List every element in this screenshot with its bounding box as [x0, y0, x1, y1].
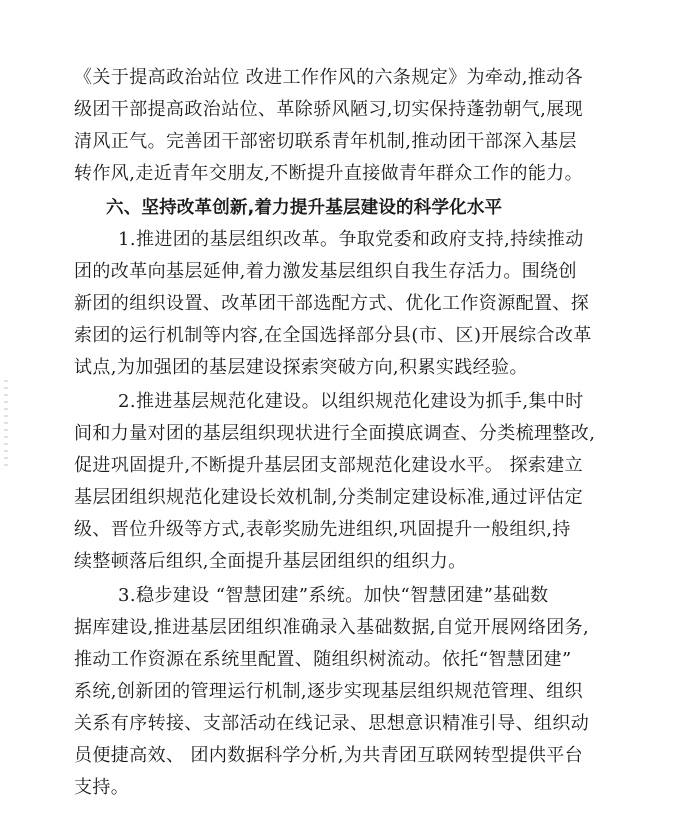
item1-line-2: 团的改革向基层延伸,着力激发基层组织自我生存活力。围绕创 [74, 261, 577, 282]
item1-line-5: 试点,为加强团的基层建设探索突破方向,积累实践经验。 [74, 357, 528, 378]
item2-line-6: 续整顿落后组织,全面提升基层团组织的组织力。 [74, 551, 467, 572]
scan-artifact [4, 380, 8, 470]
item3-line-5: 关系有序转接、支部活动在线记录、思想意识精准引导、组织动 [74, 713, 590, 734]
item2-line-3: 促进巩固提升,不断提升基层团支部规范化建设水平。 探索建立 [74, 455, 584, 476]
item2-line-2: 间和力量对团的基层组织现状进行全面摸底调查、分类梳理整改, [74, 423, 596, 444]
item1-line-1: 1.推进团的基层组织改革。争取党委和政府支持,持续推动 [118, 229, 584, 250]
item3-line-7: 支持。 [74, 777, 130, 798]
intro-line-2: 级团干部提高政治站位、革除骄风陋习,切实保持蓬勃朝气,展现 [74, 99, 584, 120]
item1-line-3: 新团的组织设置、改革团干部选配方式、优化工作资源配置、探 [74, 293, 590, 314]
item1-line-4: 索团的运行机制等内容,在全国选择部分县(市、区)开展综合改革 [74, 325, 592, 346]
item2-line-4: 基层团组织规范化建设长效机制,分类制定建设标准,通过评估定 [74, 487, 584, 508]
item3-line-1: 3.稳步建设 “智慧团建”系统。加快“智慧团建”基础数 [118, 585, 549, 606]
item3-line-3: 推动工作资源在系统里配置、随组织树流动。依托“智慧团建” [74, 649, 572, 670]
item3-line-2: 据库建设,推进基层团组织准确录入基础数据,自觉开展网络团务, [74, 617, 590, 638]
section-heading: 六、坚持改革创新,着力提升基层建设的科学化水平 [106, 198, 503, 218]
item3-line-4: 系统,创新团的管理运行机制,逐步实现基层组织规范管理、组织 [74, 681, 584, 702]
item2-line-1: 2.推进基层规范化建设。以组织规范化建设为抓手,集中时 [118, 391, 584, 412]
item2-line-5: 级、晋位升级等方式,表彰奖励先进组织,巩固提升一般组织,持 [74, 519, 571, 540]
item3-line-6: 员便捷高效、 团内数据科学分析,为共青团互联网转型提供平台 [74, 745, 584, 766]
intro-line-3: 清风正气。完善团干部密切联系青年机制,推动团干部深入基层 [74, 131, 577, 152]
intro-line-1: 《关于提高政治站位 改进工作作风的六条规定》为牵动,推动各 [74, 67, 584, 88]
intro-line-4: 转作风,走近青年交朋友,不断提升直接做青年群众工作的能力。 [74, 163, 584, 184]
